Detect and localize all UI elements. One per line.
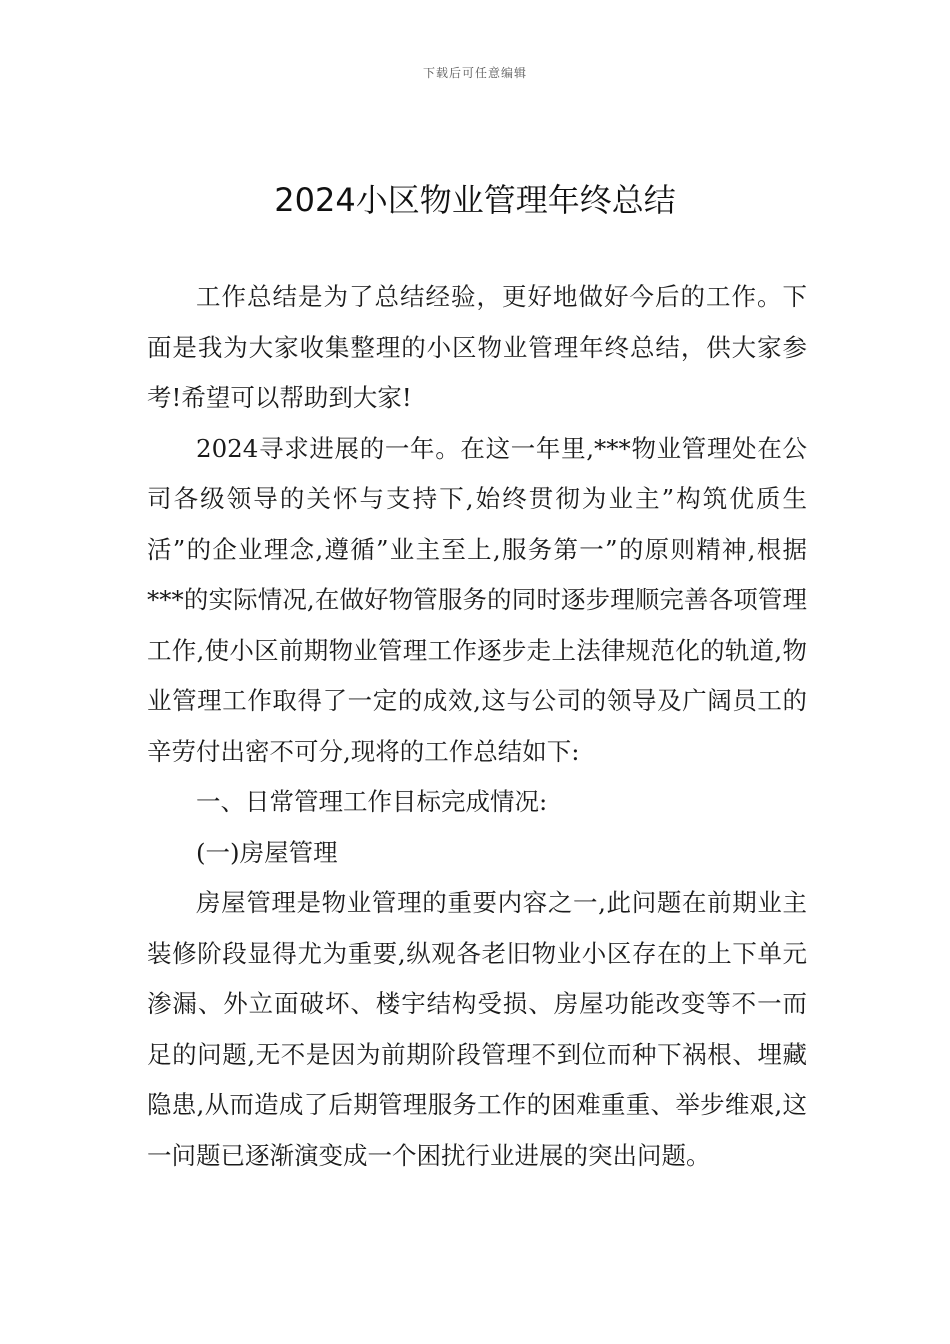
paragraph-overview: 2024寻求进展的一年。在这一年里,***物业管理处在公司各级领导的关怀与支持下,始终贯彻为业主”构筑优质生活”的企业理念,遵循”业主至上,服务第一”的原则精神,根据***的实际情况,在做好物管服务的同时逐步理顺完善各项管理工作,使小区前期物业管理工作逐步走上法律规范化的轨道,物业管理工作取得了一定的成效,这与公司的领导及广阔员工的辛劳付出密不可分,现将的工作总结如下:	[147, 433, 807, 766]
document-title: 2024小区物业管理年终总结	[274, 181, 676, 219]
document-body	[147, 272, 807, 1181]
subsection-heading-housing: (一)房屋管理	[196, 837, 338, 867]
page-header-note: 下载后可任意编辑	[422, 66, 527, 80]
paragraph-intro: 工作总结是为了总结经验，更好地做好今后的工作。下面是我为大家收集整理的小区物业管理年终总结，供大家参考!希望可以帮助到大家!	[147, 282, 807, 412]
section-heading-daily-management: 一、日常管理工作目标完成情况:	[196, 787, 548, 816]
paragraph-housing: 房屋管理是物业管理的重要内容之一,此问题在前期业主装修阶段显得尤为重要,纵观各老旧物业小区存在的上下单元渗漏、外立面破坏、楼宇结构受损、房屋功能改变等不一而足的问题,无不是因为前期阶段管理不到位而种下祸根、埋藏隐患,从而造成了后期管理服务工作的困难重重、举步维艰,这一问题已逐渐演变成一个困扰行业进展的突出问题。	[147, 888, 807, 1170]
